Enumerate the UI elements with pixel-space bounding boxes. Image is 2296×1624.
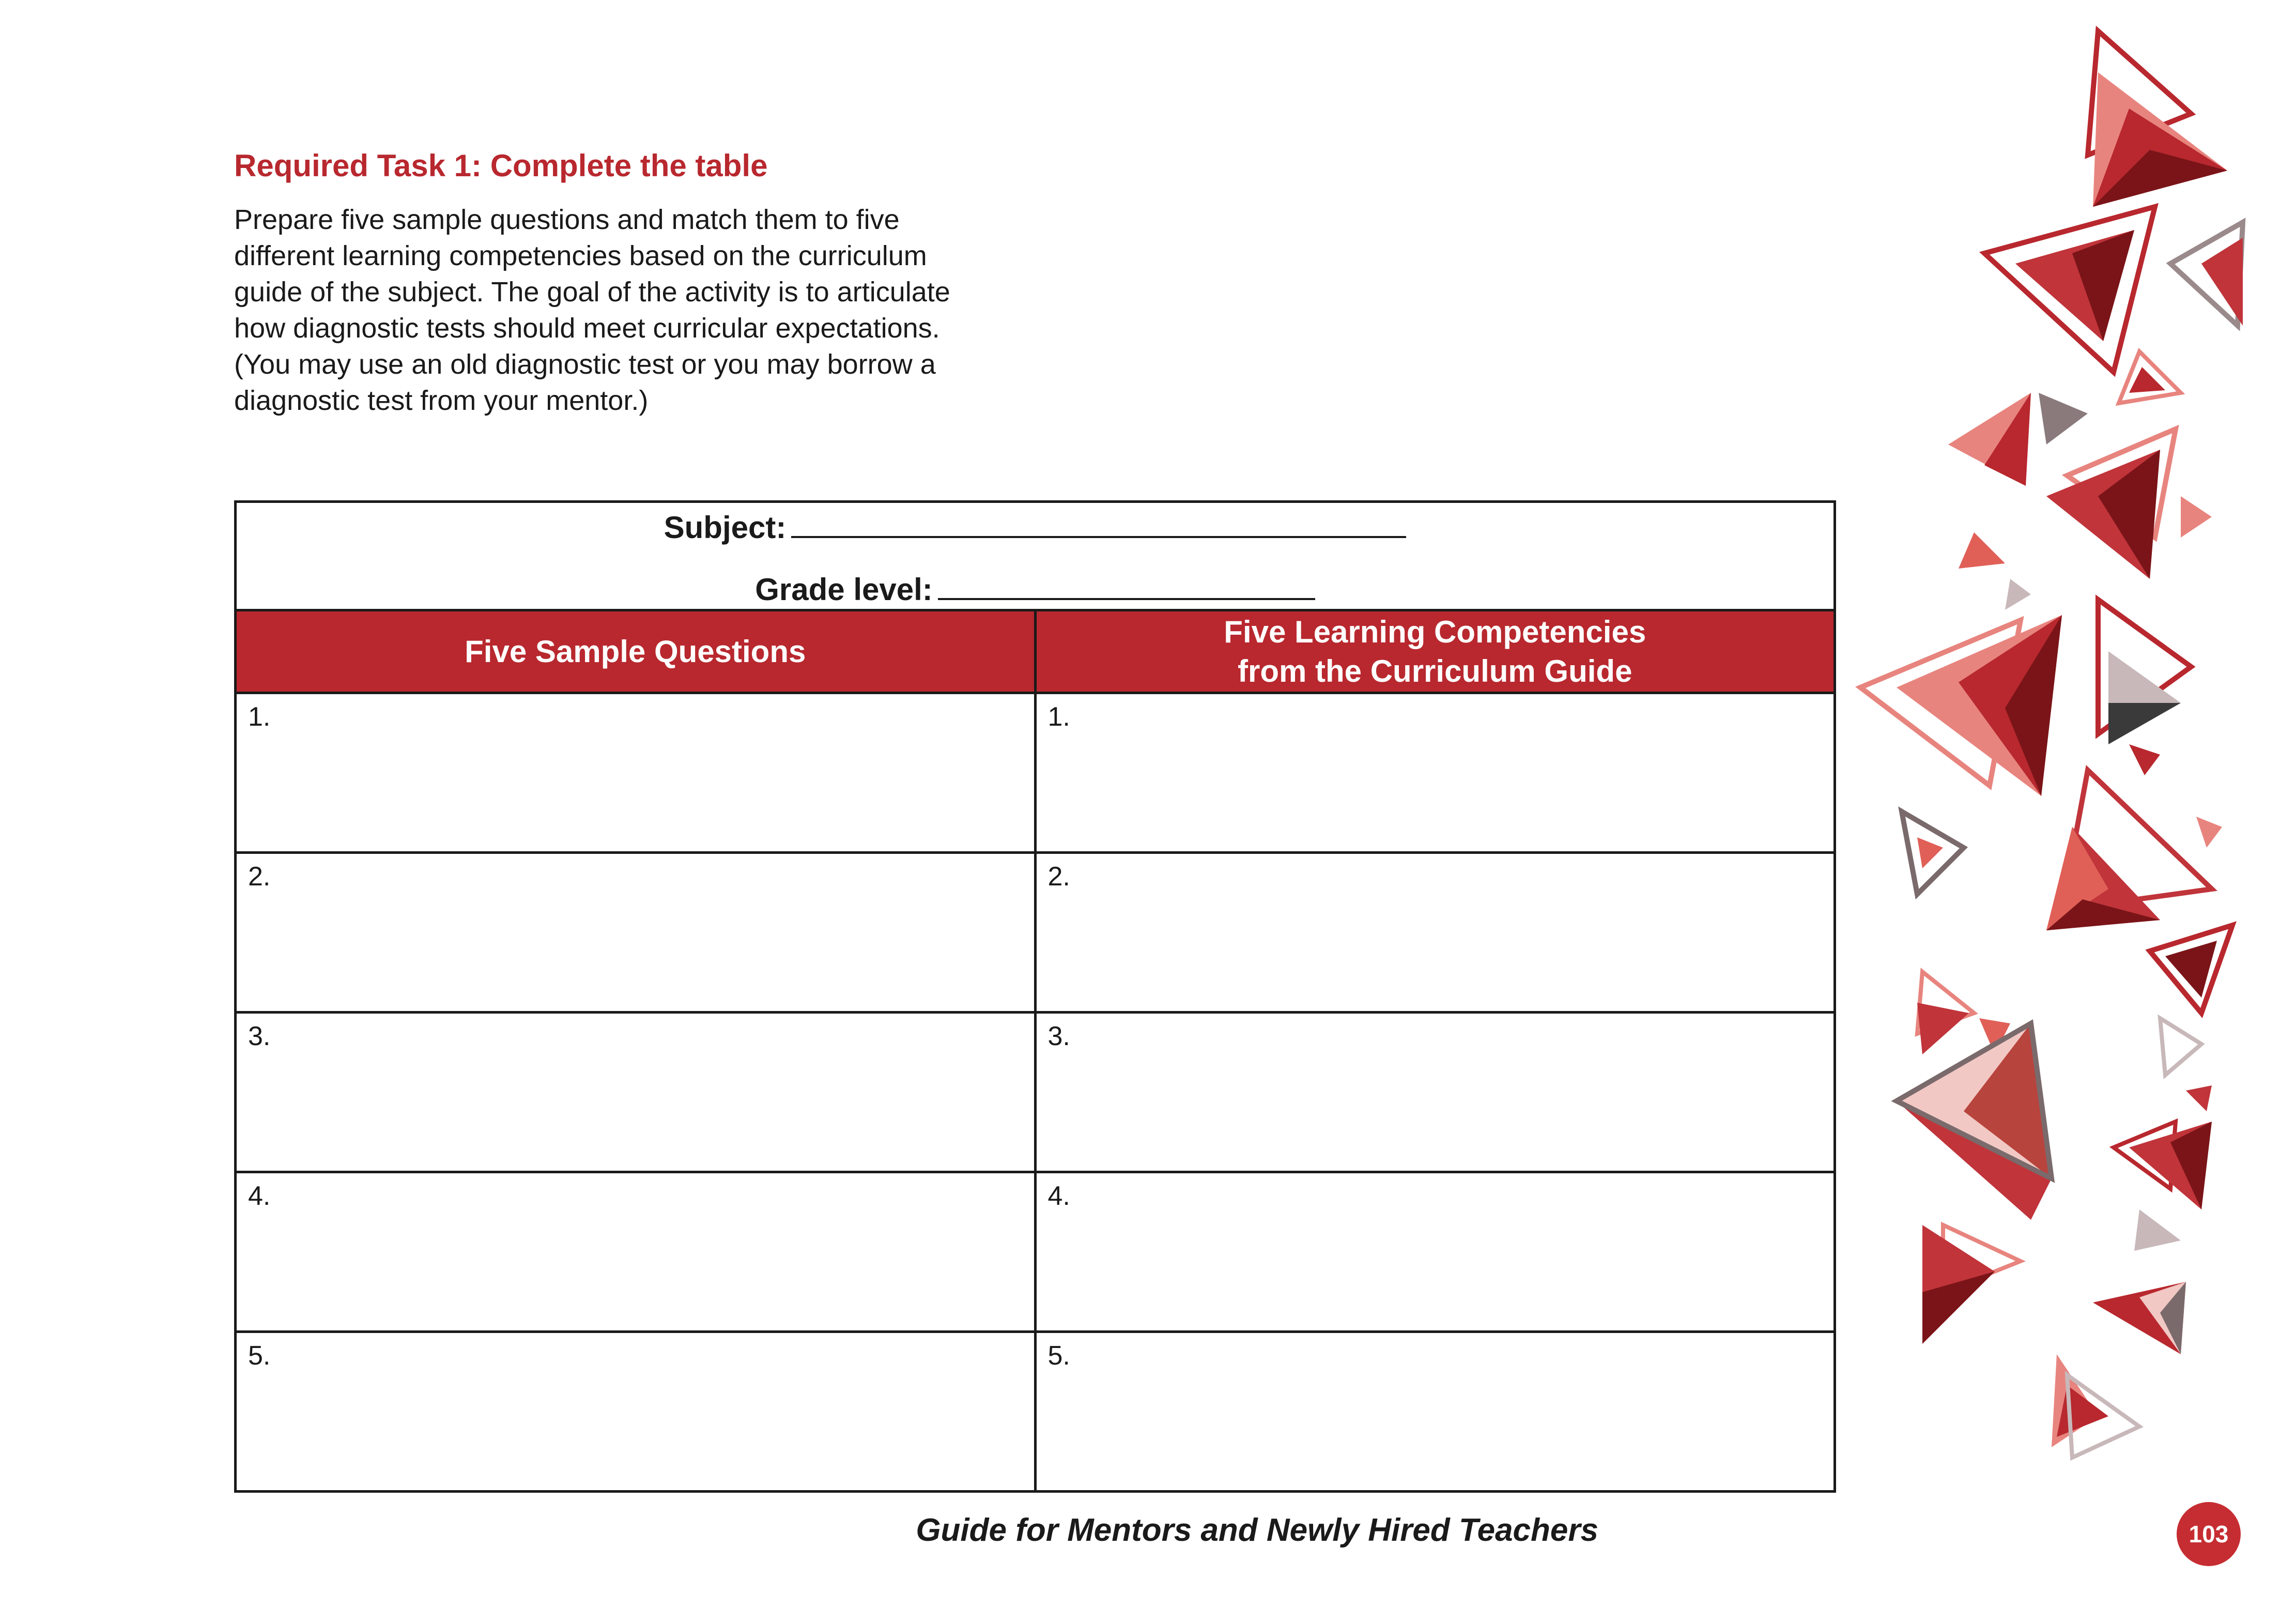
question-cell[interactable]: 3. bbox=[236, 1013, 1036, 1172]
subject-label: Subject: bbox=[664, 510, 787, 545]
task-description: Prepare five sample questions and match them to five different learning competencies based on the curriculum guide of the subject. The goal of the activity is to articulate how diagnostic tests should meet curricular expectations. (You may use an old diagnostic test or you may borrow a diagnostic test from your mentor.) bbox=[234, 204, 950, 416]
question-cell[interactable]: 1. bbox=[236, 693, 1036, 853]
competency-cell[interactable]: 2. bbox=[1035, 853, 1835, 1013]
decorative-triangles-graphic bbox=[1840, 21, 2289, 1520]
grade-label: Grade level: bbox=[755, 572, 933, 607]
table-row bbox=[236, 1013, 1835, 1172]
competency-cell[interactable]: 3. bbox=[1035, 1013, 1835, 1172]
col-header-questions: Five Sample Questions bbox=[236, 610, 1036, 693]
question-cell[interactable]: 4. bbox=[236, 1172, 1036, 1332]
table-row bbox=[236, 853, 1835, 1013]
grade-line bbox=[237, 574, 1833, 605]
table-header-info bbox=[236, 502, 1835, 610]
competency-cell[interactable]: 5. bbox=[1035, 1332, 1835, 1492]
competency-cell[interactable]: 4. bbox=[1035, 1172, 1835, 1332]
page-number-badge: 103 bbox=[2177, 1502, 2241, 1566]
col-header-competencies: Five Learning Competencies from the Curriculum Guide bbox=[1035, 610, 1835, 693]
footer-title: Guide for Mentors and Newly Hired Teachers bbox=[916, 1512, 1598, 1548]
question-cell[interactable]: 2. bbox=[236, 853, 1036, 1013]
task-title: Required Task 1: Complete the table bbox=[234, 148, 768, 183]
table-row bbox=[236, 1172, 1835, 1332]
competency-table bbox=[234, 500, 1836, 1493]
question-cell[interactable]: 5. bbox=[236, 1332, 1036, 1492]
table-row bbox=[236, 1332, 1835, 1492]
grade-blank[interactable] bbox=[938, 574, 1315, 600]
subject-blank[interactable] bbox=[791, 512, 1406, 538]
competency-cell[interactable]: 1. bbox=[1035, 693, 1835, 853]
table-row bbox=[236, 693, 1835, 853]
subject-line bbox=[237, 512, 1833, 543]
